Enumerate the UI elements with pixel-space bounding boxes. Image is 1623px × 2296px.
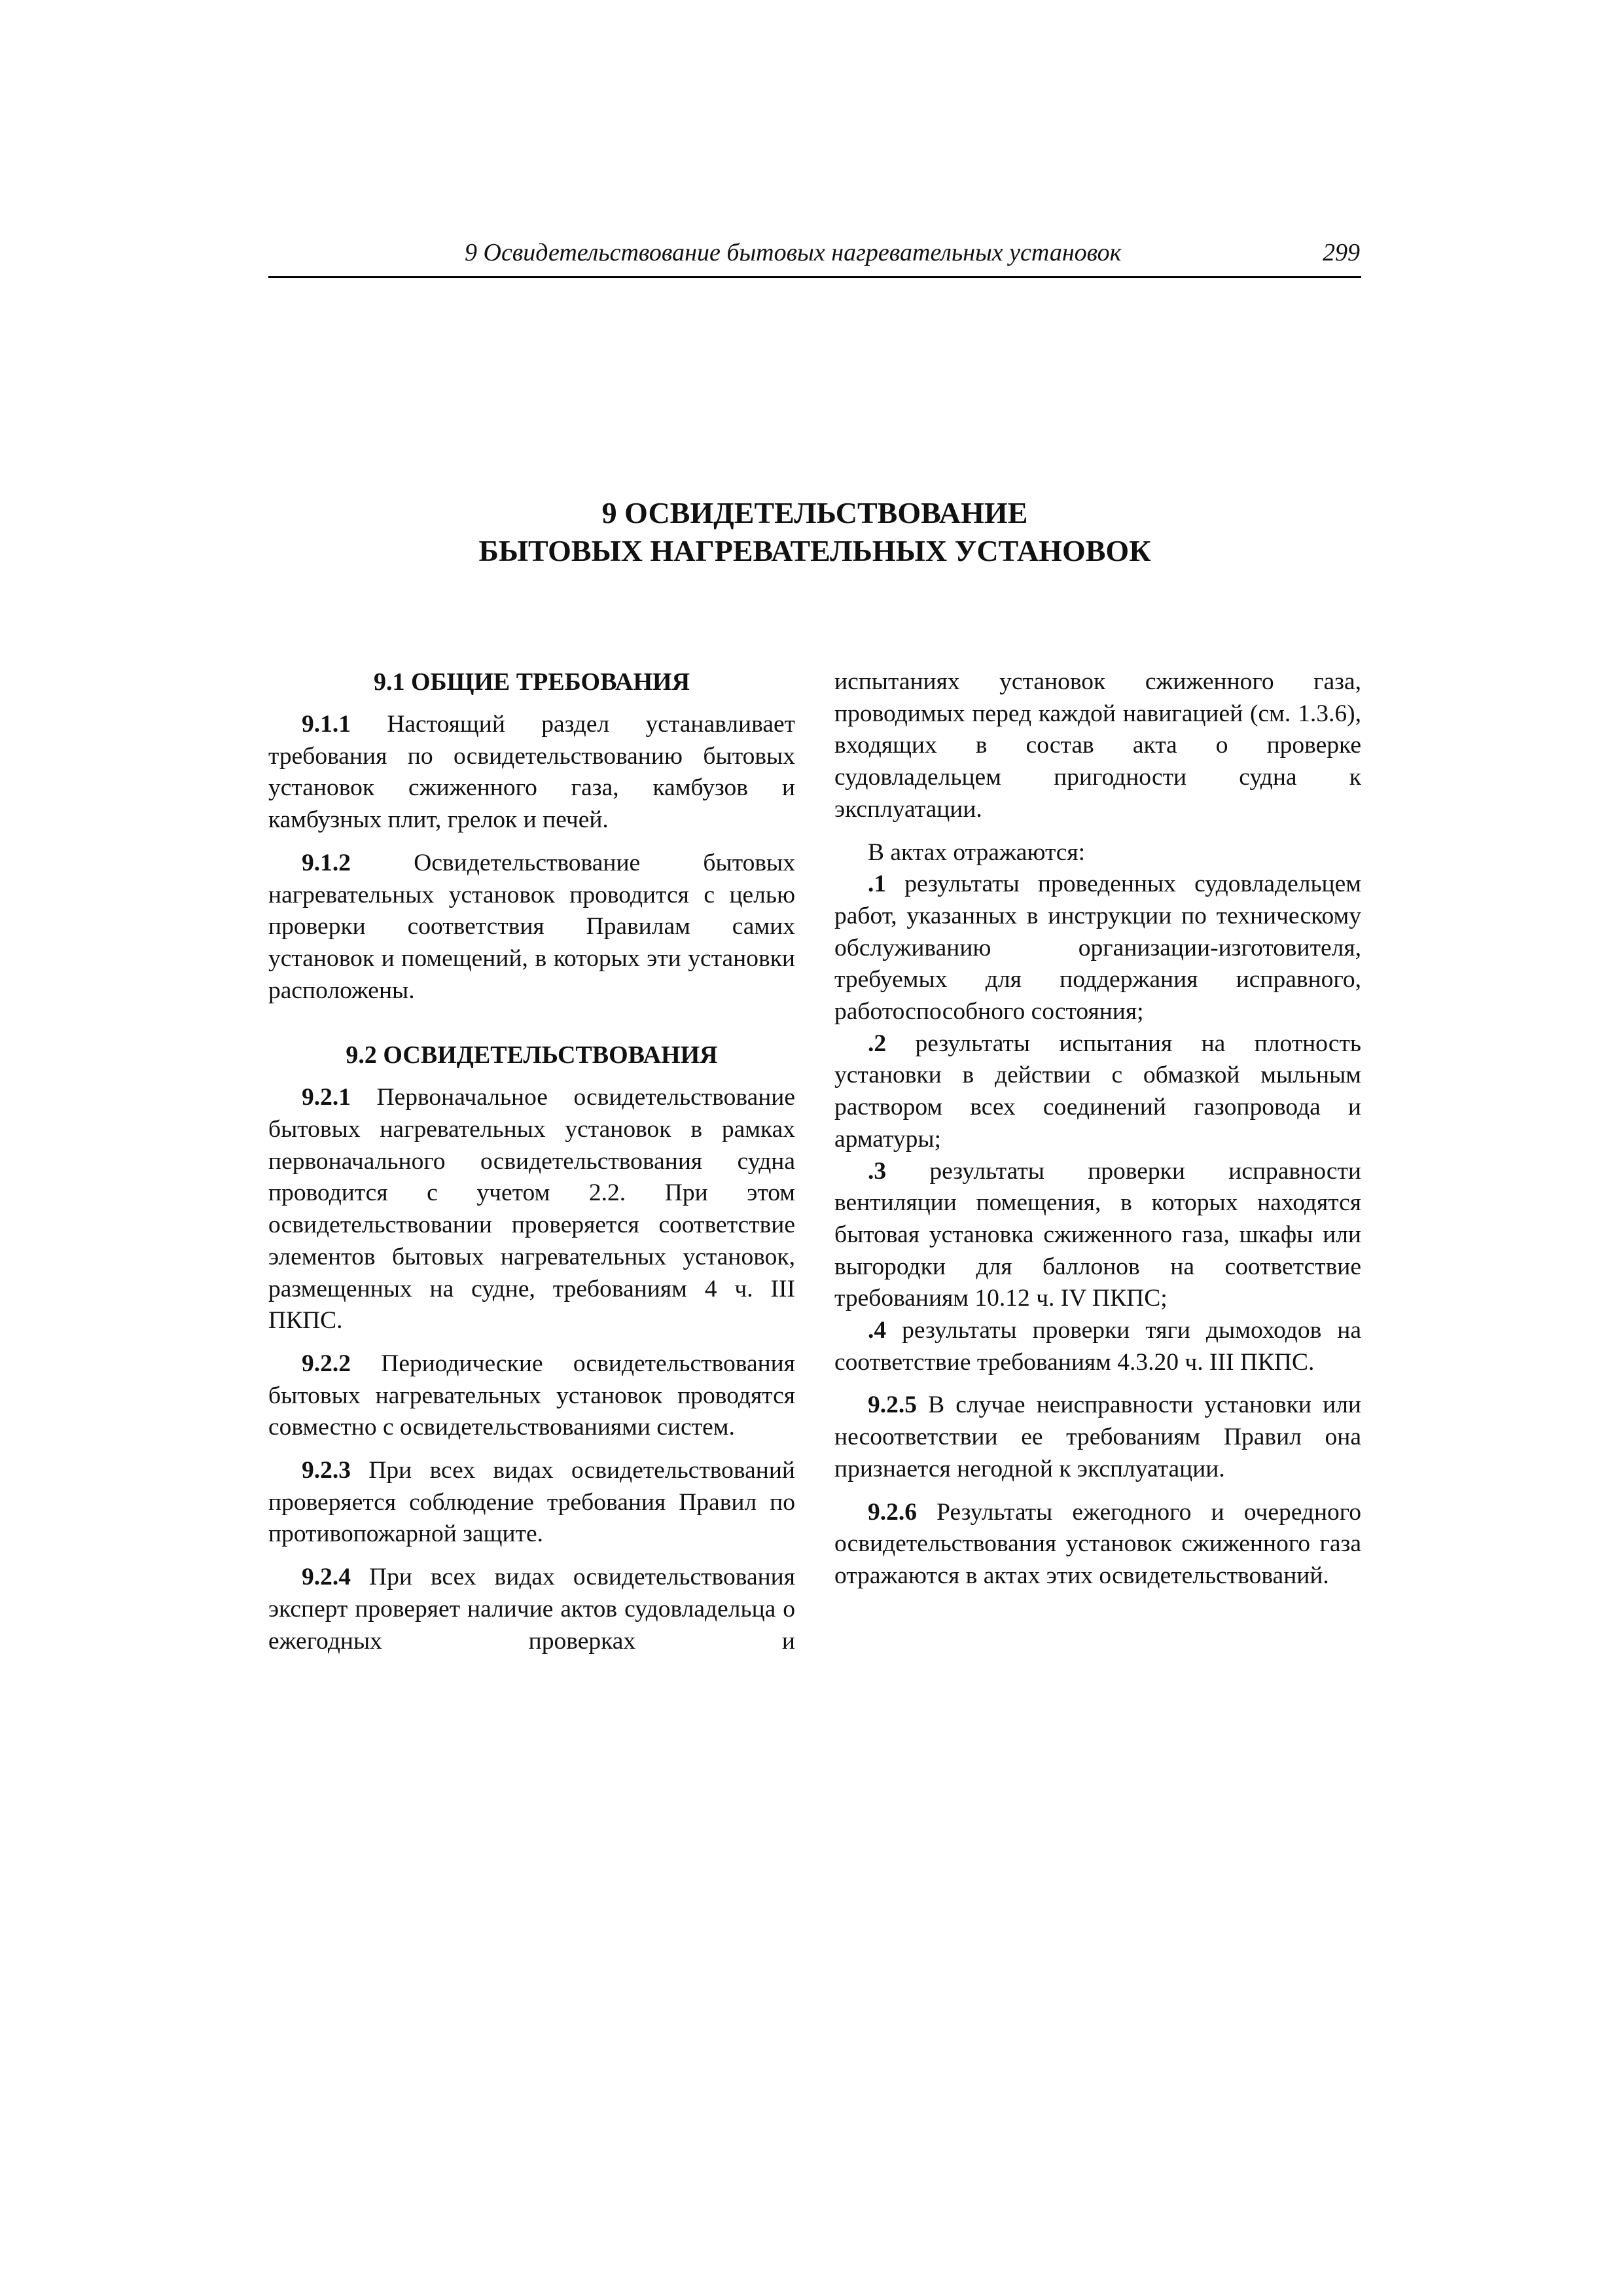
section-heading-9-2: 9.2 ОСВИДЕТЕЛЬСТВОВАНИЯ xyxy=(346,1041,718,1069)
item-number: .1 xyxy=(868,870,887,898)
paragraph-text: Освидетельствование бытовых нагревательных установок проводится с целью проверки соответствия Правилам самих установок и помещений, в которых эти установки расположены. xyxy=(268,849,795,1004)
chapter-title-line-1: 9 ОСВИДЕТЕЛЬСТВОВАНИЕ xyxy=(601,496,1028,529)
clause-number: 9.2.3 xyxy=(302,1457,351,1484)
list-item-1 xyxy=(834,869,1361,1028)
section-heading-9-1: 9.1 ОБЩИЕ ТРЕБОВАНИЯ xyxy=(373,668,690,696)
clause-number: 9.2.1 xyxy=(302,1084,351,1111)
item-text: результаты испытания на плотность установки в действии с обмазкой мыльным раствором всех соединений газопровода и арматуры; xyxy=(834,1030,1361,1153)
paragraph-text: Первоначальное освидетельствование бытовых нагревательных установок в рамках первоначального освидетельствования судна проводится с учетом 2.2. При этом освидетельствовании проверяется соответствие элементов бытовых нагревательных установок, размещенных на судне, требованиям 4 ч. III ПКПС. xyxy=(268,1084,795,1335)
paragraph-text: При всех видах освидетельствований проверяется соблюдение требования Правил по противопожарной защите. xyxy=(268,1457,795,1548)
paragraph-9-2-4 xyxy=(268,1562,795,1657)
paragraph-text: Результаты ежегодного и очередного освидетельствования установок сжиженного газа отражаются в актах этих освидетельствований. xyxy=(834,1498,1361,1589)
chapter-title-line-2: БЫТОВЫХ НАГРЕВАТЕЛЬНЫХ УСТАНОВОК xyxy=(478,534,1151,567)
paragraph-9-1-2 xyxy=(268,848,795,1007)
paragraph-9-2-3 xyxy=(268,1455,795,1551)
paragraph-text: При всех видах освидетельствования эксперт проверяет наличие актов судовладельца о ежегодных проверках и xyxy=(268,1564,795,1655)
list-item-2 xyxy=(834,1028,1361,1156)
acts-intro: В актах отражаются: xyxy=(868,838,1086,866)
item-text: результаты проведенных судовладельцем работ, указанных в инструкции по техническому обслуживанию организации-изготовителя, требуемых для поддержания исправного, работоспособного состояния; xyxy=(834,870,1361,1026)
item-number: .2 xyxy=(868,1030,887,1057)
page-number: 299 xyxy=(1323,239,1360,266)
paragraph-9-2-4-continued: испытаниях установок сжиженного газа, проводимых перед каждой навигацией (см. 1.3.6), входящих в состав акта о проверке судовладельцем пригодности судна к эксплуатации. xyxy=(834,668,1361,823)
paragraph-9-2-2 xyxy=(268,1348,795,1444)
running-header xyxy=(268,236,1361,278)
paragraph-9-2-6 xyxy=(834,1497,1361,1592)
clause-number: 9.1.2 xyxy=(302,849,351,876)
clause-number: 9.2.5 xyxy=(868,1391,917,1419)
clause-number: 9.2.4 xyxy=(302,1564,351,1591)
clause-number: 9.2.2 xyxy=(302,1350,351,1377)
paragraph-text: Периодические освидетельствования бытовых нагревательных установок проводятся совместно с освидетельствованиями систем. xyxy=(268,1350,795,1441)
list-item-4 xyxy=(834,1315,1361,1378)
right-column xyxy=(834,666,1361,1604)
paragraph-text: В случае неисправности установки или несоответствии ее требованиям Правил она признается негодной к эксплуатации. xyxy=(834,1391,1361,1482)
item-number: .3 xyxy=(868,1157,887,1185)
paragraph-9-2-5 xyxy=(834,1390,1361,1485)
item-text: результаты проверки исправности вентиляции помещения, в которых находятся бытовая установка сжиженного газа, шкафы или выгородки для баллонов на соответствие требованиям 10.12 ч. IV ПКПС; xyxy=(834,1157,1361,1312)
paragraph-text: Настоящий раздел устанавливает требования по освидетельствованию бытовых установок сжиженного газа, камбузов и камбузных плит, грелок и печей. xyxy=(268,711,795,834)
clause-number: 9.2.6 xyxy=(868,1498,917,1526)
left-column xyxy=(268,666,795,1657)
paragraph-9-1-1 xyxy=(268,709,795,836)
paragraph-9-2-1 xyxy=(268,1082,795,1337)
item-text: результаты проверки тяги дымоходов на соответствие требованиям 4.3.20 ч. III ПКПС. xyxy=(834,1317,1361,1376)
clause-number: 9.1.1 xyxy=(302,711,351,738)
running-title: 9 Освидетельствование бытовых нагревательных установок xyxy=(465,239,1122,266)
list-item-3 xyxy=(834,1156,1361,1316)
item-number: .4 xyxy=(868,1317,887,1344)
chapter-title xyxy=(268,494,1361,570)
